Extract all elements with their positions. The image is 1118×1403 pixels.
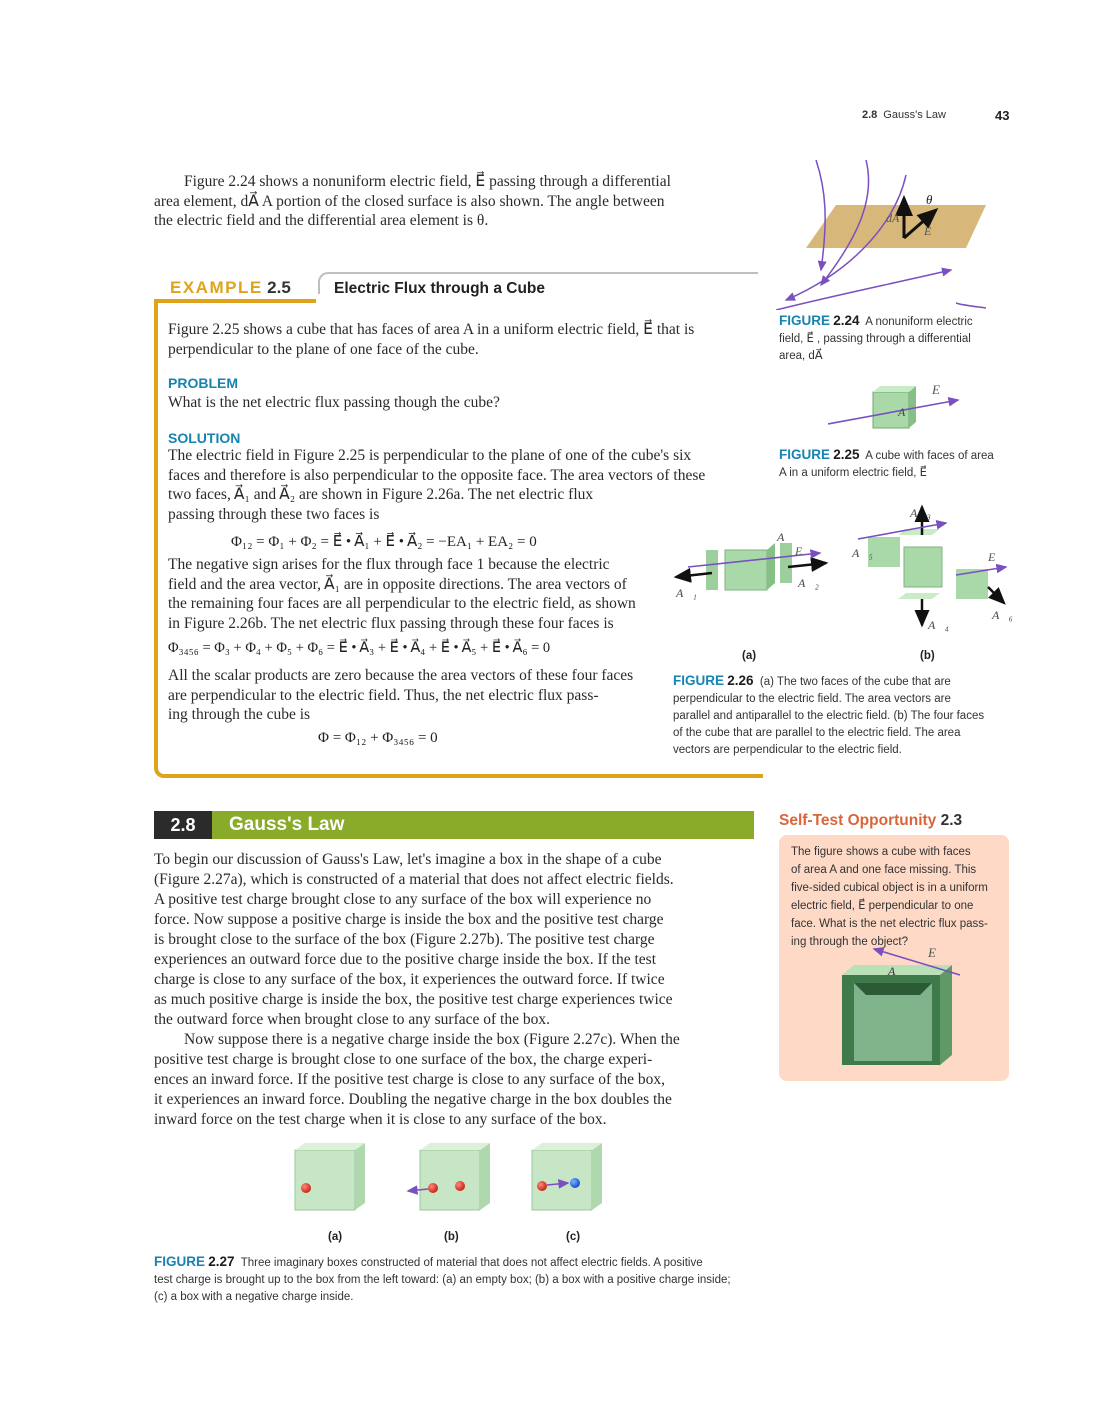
- section-paragraph-2: [154, 1030, 754, 1130]
- inside-negative-charge: [570, 1178, 580, 1188]
- intro-paragraph: [154, 172, 754, 231]
- text-line: the remaining four faces are all perpendicular to the electric field, as shown: [168, 595, 636, 613]
- figure-2-26b: [851, 506, 1013, 662]
- text-line: perpendicular to the plane of one face of the cube.: [168, 340, 479, 358]
- caption-line: perpendicular to the electric field. The area vectors are: [673, 693, 951, 705]
- text-line: face. What is the net electric flux pass-: [791, 918, 988, 930]
- E-label: E⃗: [795, 544, 812, 558]
- sub-label-a: (a): [742, 650, 757, 662]
- fig-number: 2.24: [833, 313, 860, 328]
- self-test-label: Self-Test Opportunity: [779, 812, 937, 829]
- example-heading: [170, 278, 291, 298]
- text-line: it experiences an inward force. Doubling the negative charge in the box doubles the: [154, 1091, 672, 1108]
- fig-label: FIGURE: [779, 447, 831, 462]
- example-title: Electric Flux through a Cube: [334, 280, 545, 297]
- section-paragraph-1: [154, 850, 754, 1030]
- text-line: passing through these two faces is: [168, 505, 380, 523]
- theta-label: θ: [926, 192, 933, 207]
- cube-side: [909, 386, 916, 428]
- text-line: electric field, E⃗ perpendicular to one: [791, 900, 974, 912]
- box-b: [408, 1143, 490, 1243]
- equation-flux-12: Φ₁₂ = Φ₁ + Φ₂ = E⃗ • A⃗₁ + E⃗ • A⃗₂ = −EA₁ + EA₂ = 0: [231, 534, 537, 550]
- caption-line: (c) a box with a negative charge inside.: [154, 1291, 354, 1303]
- figure-2-24-caption: [779, 312, 1009, 365]
- sub-label-b: (b): [920, 650, 935, 662]
- cube-body: [904, 547, 942, 587]
- intro-line: area element, dA⃗ A portion of the closed surface is also shown. The angle between: [154, 192, 665, 210]
- intro-line: the electric field and the differential area element is θ.: [154, 212, 489, 230]
- test-charge: [301, 1183, 311, 1193]
- text-line: experiences an outward force due to the positive charge inside the box. If the test: [154, 951, 656, 968]
- text-line: inward force on the test charge when it is close to any surface of the box.: [154, 1111, 607, 1128]
- box-inner-shadow: [854, 983, 932, 995]
- A2-label: A⃗₂: [798, 576, 819, 590]
- example-top-rule: [154, 299, 316, 303]
- cube-top: [873, 386, 916, 392]
- box-top: [420, 1143, 490, 1150]
- box-side: [592, 1143, 602, 1210]
- self-test-open-box-diagram: [830, 945, 970, 1070]
- fig-label: FIGURE: [779, 313, 831, 328]
- box-top: [295, 1143, 365, 1150]
- page-number: 43: [995, 108, 1010, 123]
- fig-number: 2.25: [833, 447, 860, 462]
- caption-line: vectors are perpendicular to the electric field.: [673, 744, 902, 756]
- box-side: [940, 965, 952, 1065]
- field-line: [816, 160, 825, 270]
- E-label: E⃗: [924, 224, 941, 238]
- dA-label: dA⃗: [886, 211, 909, 225]
- intro-line: Figure 2.24 shows a nonuniform electric field, E⃗ passing through a differential: [184, 173, 671, 190]
- text-line: as much positive charge is inside the box, the positive test charge experiences twice: [154, 991, 673, 1008]
- sub-label-a: (a): [328, 1231, 343, 1243]
- text-line: The electric field in Figure 2.25 is perpendicular to the plane of one of the cube's six: [168, 447, 692, 464]
- text-line: of area A and one face missing. This: [791, 864, 977, 876]
- solution-paragraph-2: [168, 555, 650, 633]
- problem-heading: PROBLEM: [168, 375, 238, 391]
- text-line: Figure 2.25 shows a cube that has faces of area A in a uniform electric field, E⃗ that is: [168, 321, 695, 338]
- text-line: the outward force when brought close to any surface of the box.: [154, 1011, 550, 1028]
- self-test-title: [779, 812, 962, 830]
- A4-label: A⃗₄: [928, 618, 949, 632]
- A6-vector: [988, 587, 1004, 603]
- figure-2-27-caption: [154, 1253, 764, 1306]
- text-line: The negative sign arises for the flux through face 1 because the electric: [168, 556, 610, 573]
- solution-paragraph: [168, 446, 754, 524]
- A-label: A: [898, 405, 906, 419]
- equation-flux-3456: Φ₃₄₅₆ = Φ₃ + Φ₄ + Φ₅ + Φ₆ = E⃗ • A⃗₃ + E⃗ • A⃗₄ + E⃗ • A⃗₅ + E⃗ • A⃗₆ = 0: [168, 640, 551, 656]
- caption-line: (a) The two faces of the cube that are: [759, 676, 951, 688]
- box-side: [355, 1143, 365, 1210]
- cube-side: [767, 543, 775, 590]
- box-face: [532, 1150, 592, 1210]
- text-line: two faces, A⃗₁ and A⃗₂ are shown in Figure 2.26a. The net electric flux: [168, 486, 594, 504]
- text-line: To begin our discussion of Gauss's Law, let's imagine a box in the shape of a cube: [154, 851, 662, 868]
- box-face: [295, 1150, 355, 1210]
- problem-text: What is the net electric flux passing though the cube?: [168, 394, 500, 411]
- box-side: [480, 1143, 490, 1210]
- caption-line: test charge is brought up to the box from the left toward: (a) an empty box; (b) a box with a positive charge inside;: [154, 1274, 731, 1286]
- self-test-text: [791, 843, 1003, 951]
- header-section-number: 2.8: [862, 109, 878, 121]
- E-label: E⃗: [928, 945, 947, 960]
- inside-positive-charge: [455, 1181, 465, 1191]
- example-number: 2.5: [267, 278, 291, 297]
- fig-label: FIGURE: [154, 1254, 206, 1269]
- caption-line: A cube with faces of area: [865, 450, 994, 462]
- text-line: A positive test charge brought close to any surface of the box will experience no: [154, 891, 652, 908]
- caption-line: of the cube that are parallel to the electric field. The area: [673, 727, 961, 739]
- E-label: E⃗: [988, 550, 1005, 564]
- text-line: positive test charge is brought close to one surface of the box, the charge experi-: [154, 1051, 653, 1068]
- section-number: 2.8: [154, 811, 212, 839]
- text-line: are perpendicular to the electric field. Thus, the net electric flux pass-: [168, 686, 599, 704]
- example-intro: [168, 320, 754, 359]
- caption-line: field, E⃗ , passing through a differential: [779, 333, 971, 345]
- E-label: E⃗: [932, 382, 951, 397]
- face-2: [780, 543, 792, 583]
- A5-label: A⃗₅: [852, 546, 873, 560]
- box-top: [532, 1143, 602, 1150]
- text-line: All the scalar products are zero because the area vectors of these four faces: [168, 667, 634, 684]
- caption-line: A in a uniform electric field, E⃗: [779, 467, 927, 479]
- A2-vector: [788, 563, 826, 567]
- text-line: in Figure 2.26b. The net electric flux passing through these four faces is: [168, 614, 614, 632]
- A-label: A: [777, 530, 785, 544]
- A6-label: A⃗₆: [992, 608, 1013, 622]
- text-line: faces and therefore is also perpendicular to the opposite face. The area vectors of these: [168, 466, 706, 484]
- fig-number: 2.27: [208, 1254, 235, 1269]
- text-line: force. Now suppose a positive charge is inside the box and the positive test charge: [154, 911, 664, 928]
- text-line: (Figure 2.27a), which is constructed of a material that does not affect electric fields.: [154, 871, 674, 888]
- figure-2-26-diagram: [670, 495, 1015, 675]
- section-title: Gauss's Law: [229, 814, 345, 835]
- sub-label-c: (c): [566, 1231, 581, 1243]
- test-charge: [537, 1181, 547, 1191]
- caption-line: parallel and antiparallel to the electric field. (b) The four faces: [673, 710, 985, 722]
- fig-number: 2.26: [727, 673, 754, 688]
- A1-label: A⃗₁: [676, 586, 697, 600]
- A3-label: A⃗₃: [910, 506, 931, 520]
- text-line: ences an inward force. If the positive test charge is close to any surface of the box,: [154, 1071, 666, 1088]
- field-line: [956, 303, 986, 308]
- sub-label-b: (b): [444, 1231, 459, 1243]
- example-label: EXAMPLE: [170, 278, 263, 297]
- text-line: field and the area vector, A⃗₁ are in opposite directions. The area vectors of: [168, 575, 627, 593]
- fig-label: FIGURE: [673, 673, 725, 688]
- figure-2-24-diagram: [776, 160, 986, 310]
- text-line: charge is close to any surface of the box, it experiences the outward force. If twice: [154, 971, 665, 988]
- text-line: Now suppose there is a negative charge inside the box (Figure 2.27c). When the: [184, 1031, 680, 1048]
- caption-line: Three imaginary boxes constructed of material that does not affect electric fields. A positive: [240, 1257, 703, 1269]
- face-1: [706, 550, 718, 590]
- caption-line: A nonuniform electric: [865, 316, 973, 328]
- field-line: [776, 270, 951, 310]
- header-section-title: Gauss's Law: [883, 109, 946, 121]
- equation-net-flux: Φ = Φ₁₂ + Φ₃₄₅₆ = 0: [318, 730, 438, 746]
- text-line: five-sided cubical object is in a uniform: [791, 882, 988, 894]
- A-label: A: [888, 964, 896, 978]
- box-face: [420, 1150, 480, 1210]
- figure-2-26a: [675, 530, 826, 662]
- cube-body: [725, 550, 767, 590]
- running-header: [862, 109, 946, 121]
- face-4: [898, 593, 940, 599]
- solution-heading: SOLUTION: [168, 430, 241, 446]
- box-a: [295, 1143, 365, 1243]
- self-test-number: 2.3: [940, 812, 963, 829]
- text-line: The figure shows a cube with faces: [791, 846, 971, 858]
- figure-2-27-diagram: [290, 1140, 610, 1245]
- box-c: [532, 1143, 602, 1243]
- figure-2-25-caption: [779, 446, 1014, 482]
- text-line: ing through the cube is: [168, 706, 311, 724]
- figure-2-25-diagram: [828, 380, 968, 440]
- caption-line: area, dA⃗: [779, 350, 823, 362]
- box-top: [842, 965, 952, 975]
- solution-paragraph-3: [168, 666, 650, 725]
- text-line: is brought close to the surface of the box (Figure 2.27b). The positive test charge: [154, 931, 655, 948]
- text-line: ing through the object?: [791, 936, 909, 948]
- test-charge: [428, 1183, 438, 1193]
- figure-2-26-caption: [673, 672, 1013, 759]
